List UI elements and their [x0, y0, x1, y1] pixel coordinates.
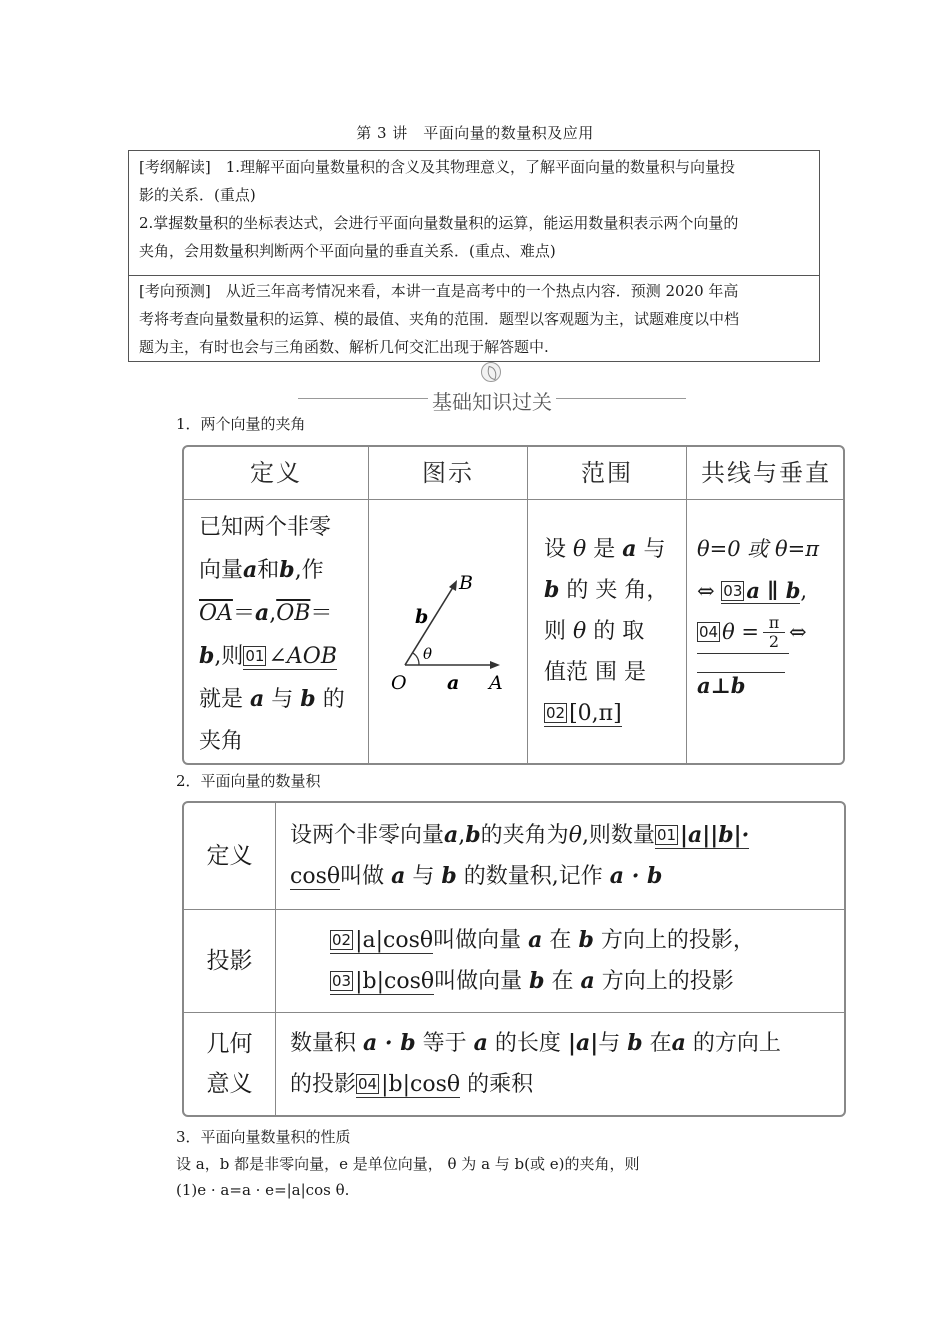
theta-equals: θ =: [722, 619, 760, 644]
point-o-label: O: [391, 672, 407, 694]
parallel-expr: a ∥ b: [746, 578, 801, 603]
angle-table: [182, 445, 845, 765]
range-text: 则: [544, 619, 567, 644]
perpendicular-expr: a⊥b: [697, 672, 785, 698]
row-definition: [184, 803, 844, 910]
header-range: 范围: [528, 447, 686, 500]
fraction-denominator: 2: [763, 632, 785, 651]
vector-a: a: [254, 600, 270, 626]
vector-b: b: [465, 822, 481, 848]
blank-number: 03: [332, 972, 352, 990]
vector-a: a: [243, 557, 258, 583]
text: 的投影: [290, 1072, 357, 1097]
range-text: 值范 围 是: [544, 660, 646, 685]
range-text: 是: [593, 537, 616, 562]
blank-number: 01: [245, 647, 265, 665]
angle-aob: ∠AOB: [268, 644, 338, 669]
label-projection: 投影: [184, 910, 276, 1012]
leaf-icon: [481, 362, 501, 382]
def-text: ,作: [294, 558, 324, 583]
property-1: (1)e · a=a · e=|a|cos θ.: [176, 1181, 350, 1199]
header-definition: 定义: [184, 447, 368, 500]
section-banner: [298, 362, 686, 412]
text: 与: [412, 864, 435, 889]
text: 的乘积: [467, 1072, 534, 1097]
def-text: 夹角: [199, 729, 244, 754]
vector-oa: $\overline{OA}$: [199, 601, 233, 626]
forecast-line-1: 从近三年高考情况来看，本讲一直是高考中的一个热点内容．预测 2020 年高: [210, 282, 739, 300]
vector-ob: $\overline{OB}$: [276, 601, 311, 626]
def-text: ,则: [214, 644, 244, 669]
blank-number: 04: [699, 623, 719, 641]
col-definition: [184, 447, 369, 763]
banner-title: 基础知识过关: [432, 390, 552, 414]
projection-b: |b|cosθ: [381, 1072, 461, 1097]
blank-number: 03: [723, 582, 743, 600]
label-line-2: 意义: [206, 1071, 253, 1097]
range-text: 的 取: [593, 619, 645, 644]
blank-number: 01: [656, 826, 677, 844]
vector-b: b: [279, 557, 295, 583]
forecast-box: [128, 276, 820, 362]
text: 的夹角为: [480, 823, 569, 848]
dot-product-table: [182, 801, 846, 1117]
text: 的方向上: [692, 1031, 781, 1056]
def-text: 就是: [199, 687, 244, 712]
fraction-pi-over-2: [763, 614, 785, 651]
text: 在: [649, 1031, 672, 1056]
vector-b: b: [441, 863, 457, 889]
text: 数量积: [290, 1031, 357, 1056]
vector-a: a: [622, 536, 637, 562]
vector-b: b: [544, 577, 560, 603]
text: 的数量积,记作: [463, 864, 603, 889]
text: 与: [598, 1031, 621, 1056]
col-diagram: [369, 447, 528, 763]
theta: θ: [573, 537, 587, 562]
def-text: 的: [322, 687, 345, 712]
forecast-line-2: 考将考查向量数量积的运算、模的最值、夹角的范围．题型以客观题为主，试题难度以中档: [139, 310, 740, 328]
collinear-condition: θ=0 或 θ=π: [697, 537, 819, 561]
projection-b: |b|cosθ: [355, 969, 435, 994]
iff-symbol: ⇔: [697, 579, 715, 603]
text: ,: [458, 823, 466, 848]
point-b-label: B: [459, 572, 473, 594]
banner-rule-left: [298, 398, 428, 399]
cos-theta: cosθ: [290, 864, 341, 889]
banner-rule-right: [556, 398, 686, 399]
section-2-heading: 2．平面向量的数量积: [176, 772, 321, 790]
text: 叫做向量: [433, 928, 522, 953]
text: 设两个非零向量: [290, 823, 445, 848]
blank-number: 04: [358, 1075, 378, 1093]
properties-intro: 设 a，b 都是非零向量，e 是单位向量， θ 为 a 与 b(或 e)的夹角，则: [176, 1155, 640, 1173]
dot-product-expr: a · b: [609, 863, 663, 889]
syllabus-line-3: 2.掌握数量积的坐标表达式，会进行平面向量数量积的运算，能运用数量积表示两个向量的: [139, 214, 739, 232]
vector-a: a: [391, 863, 406, 889]
text: 等于: [422, 1031, 467, 1056]
def-text: 与: [271, 687, 294, 712]
vector-b: b: [199, 643, 215, 669]
label-line-1: 几何: [206, 1031, 253, 1057]
section-3-heading: 3．平面向量数量积的性质: [176, 1128, 351, 1146]
syllabus-line-4: 夹角，会用数量积判断两个平面向量的垂直关系．(重点、难点): [139, 242, 556, 260]
blank-number: 02: [332, 931, 352, 949]
vector-a-label: a: [447, 672, 460, 694]
range-text: 与: [643, 537, 666, 562]
fraction-numerator: π: [768, 612, 780, 632]
point-a-label: A: [489, 672, 503, 694]
magnitude-a: |a|: [567, 1030, 599, 1056]
section-1-heading: 1．两个向量的夹角: [176, 415, 306, 433]
syllabus-box: [128, 150, 820, 276]
theta: θ: [573, 619, 587, 644]
text: 方向上的投影: [601, 969, 734, 994]
iff-symbol: ⇔: [789, 620, 807, 644]
projection-a: |a|cosθ: [355, 928, 434, 953]
text: 叫做向量: [434, 969, 523, 994]
magnitude-product: |a||b|·: [680, 822, 750, 848]
text: 方向上的投影，: [600, 928, 755, 953]
text: 在: [551, 969, 574, 994]
theta-label: θ: [423, 645, 433, 663]
def-text: 和: [257, 558, 280, 583]
text: 的长度: [494, 1031, 561, 1056]
def-text: ＝: [232, 601, 255, 626]
vector-a: a: [250, 686, 265, 712]
text: 在: [549, 928, 572, 953]
label-definition: 定义: [184, 803, 276, 909]
def-text: ＝: [310, 601, 333, 626]
row-projection: 投影 02 |a|cosθ叫做向量 a 在 b 方向上的投影， 03 |b|cosθ叫做向量 b 在 a 方向上的投影: [184, 910, 844, 1013]
lecture-title: 第 3 讲 平面向量的数量积及应用: [356, 124, 594, 142]
syllabus-line-1: 1.理解平面向量数量积的含义及其物理意义，了解平面向量的数量积与向量投: [210, 158, 736, 176]
dot-product-expr: a · b: [363, 1030, 416, 1056]
comma: ,: [800, 579, 808, 603]
header-collinear: 共线与垂直: [687, 447, 845, 500]
range-text: 设: [544, 537, 567, 562]
row-geometric-meaning: 几何 意义 数量积 a · b 等于 a 的长度 |a|与 b 在a 的方向上 的投影 04 |b|cosθ 的乘积: [184, 1013, 844, 1115]
vector-a: a: [444, 822, 459, 848]
vector-b: b: [300, 686, 316, 712]
range-answer: [0,π]: [569, 701, 622, 726]
col-collinear: [687, 447, 845, 763]
text: ,则数量: [581, 823, 655, 848]
label-geometric-meaning: [184, 1013, 276, 1115]
def-text: ,: [269, 601, 277, 626]
def-line-1: 已知两个非零: [199, 515, 332, 540]
range-text: 的 夹 角，: [566, 578, 669, 603]
blank-number: 02: [546, 704, 566, 722]
forecast-tag: [考向预测]: [139, 282, 211, 300]
syllabus-tag: [考纲解读]: [139, 158, 211, 176]
header-diagram: 图示: [369, 447, 527, 500]
def-text: 向量: [199, 558, 244, 583]
vector-b-label: b: [415, 606, 429, 628]
theta: θ: [568, 823, 582, 848]
angle-diagram: [369, 499, 527, 763]
col-range: [528, 447, 687, 763]
syllabus-line-2: 影的关系．(重点): [139, 186, 256, 204]
forecast-line-3: 题为主，有时也会与三角函数、解析几何交汇出现于解答题中.: [139, 338, 549, 356]
text: 叫做: [340, 864, 385, 889]
